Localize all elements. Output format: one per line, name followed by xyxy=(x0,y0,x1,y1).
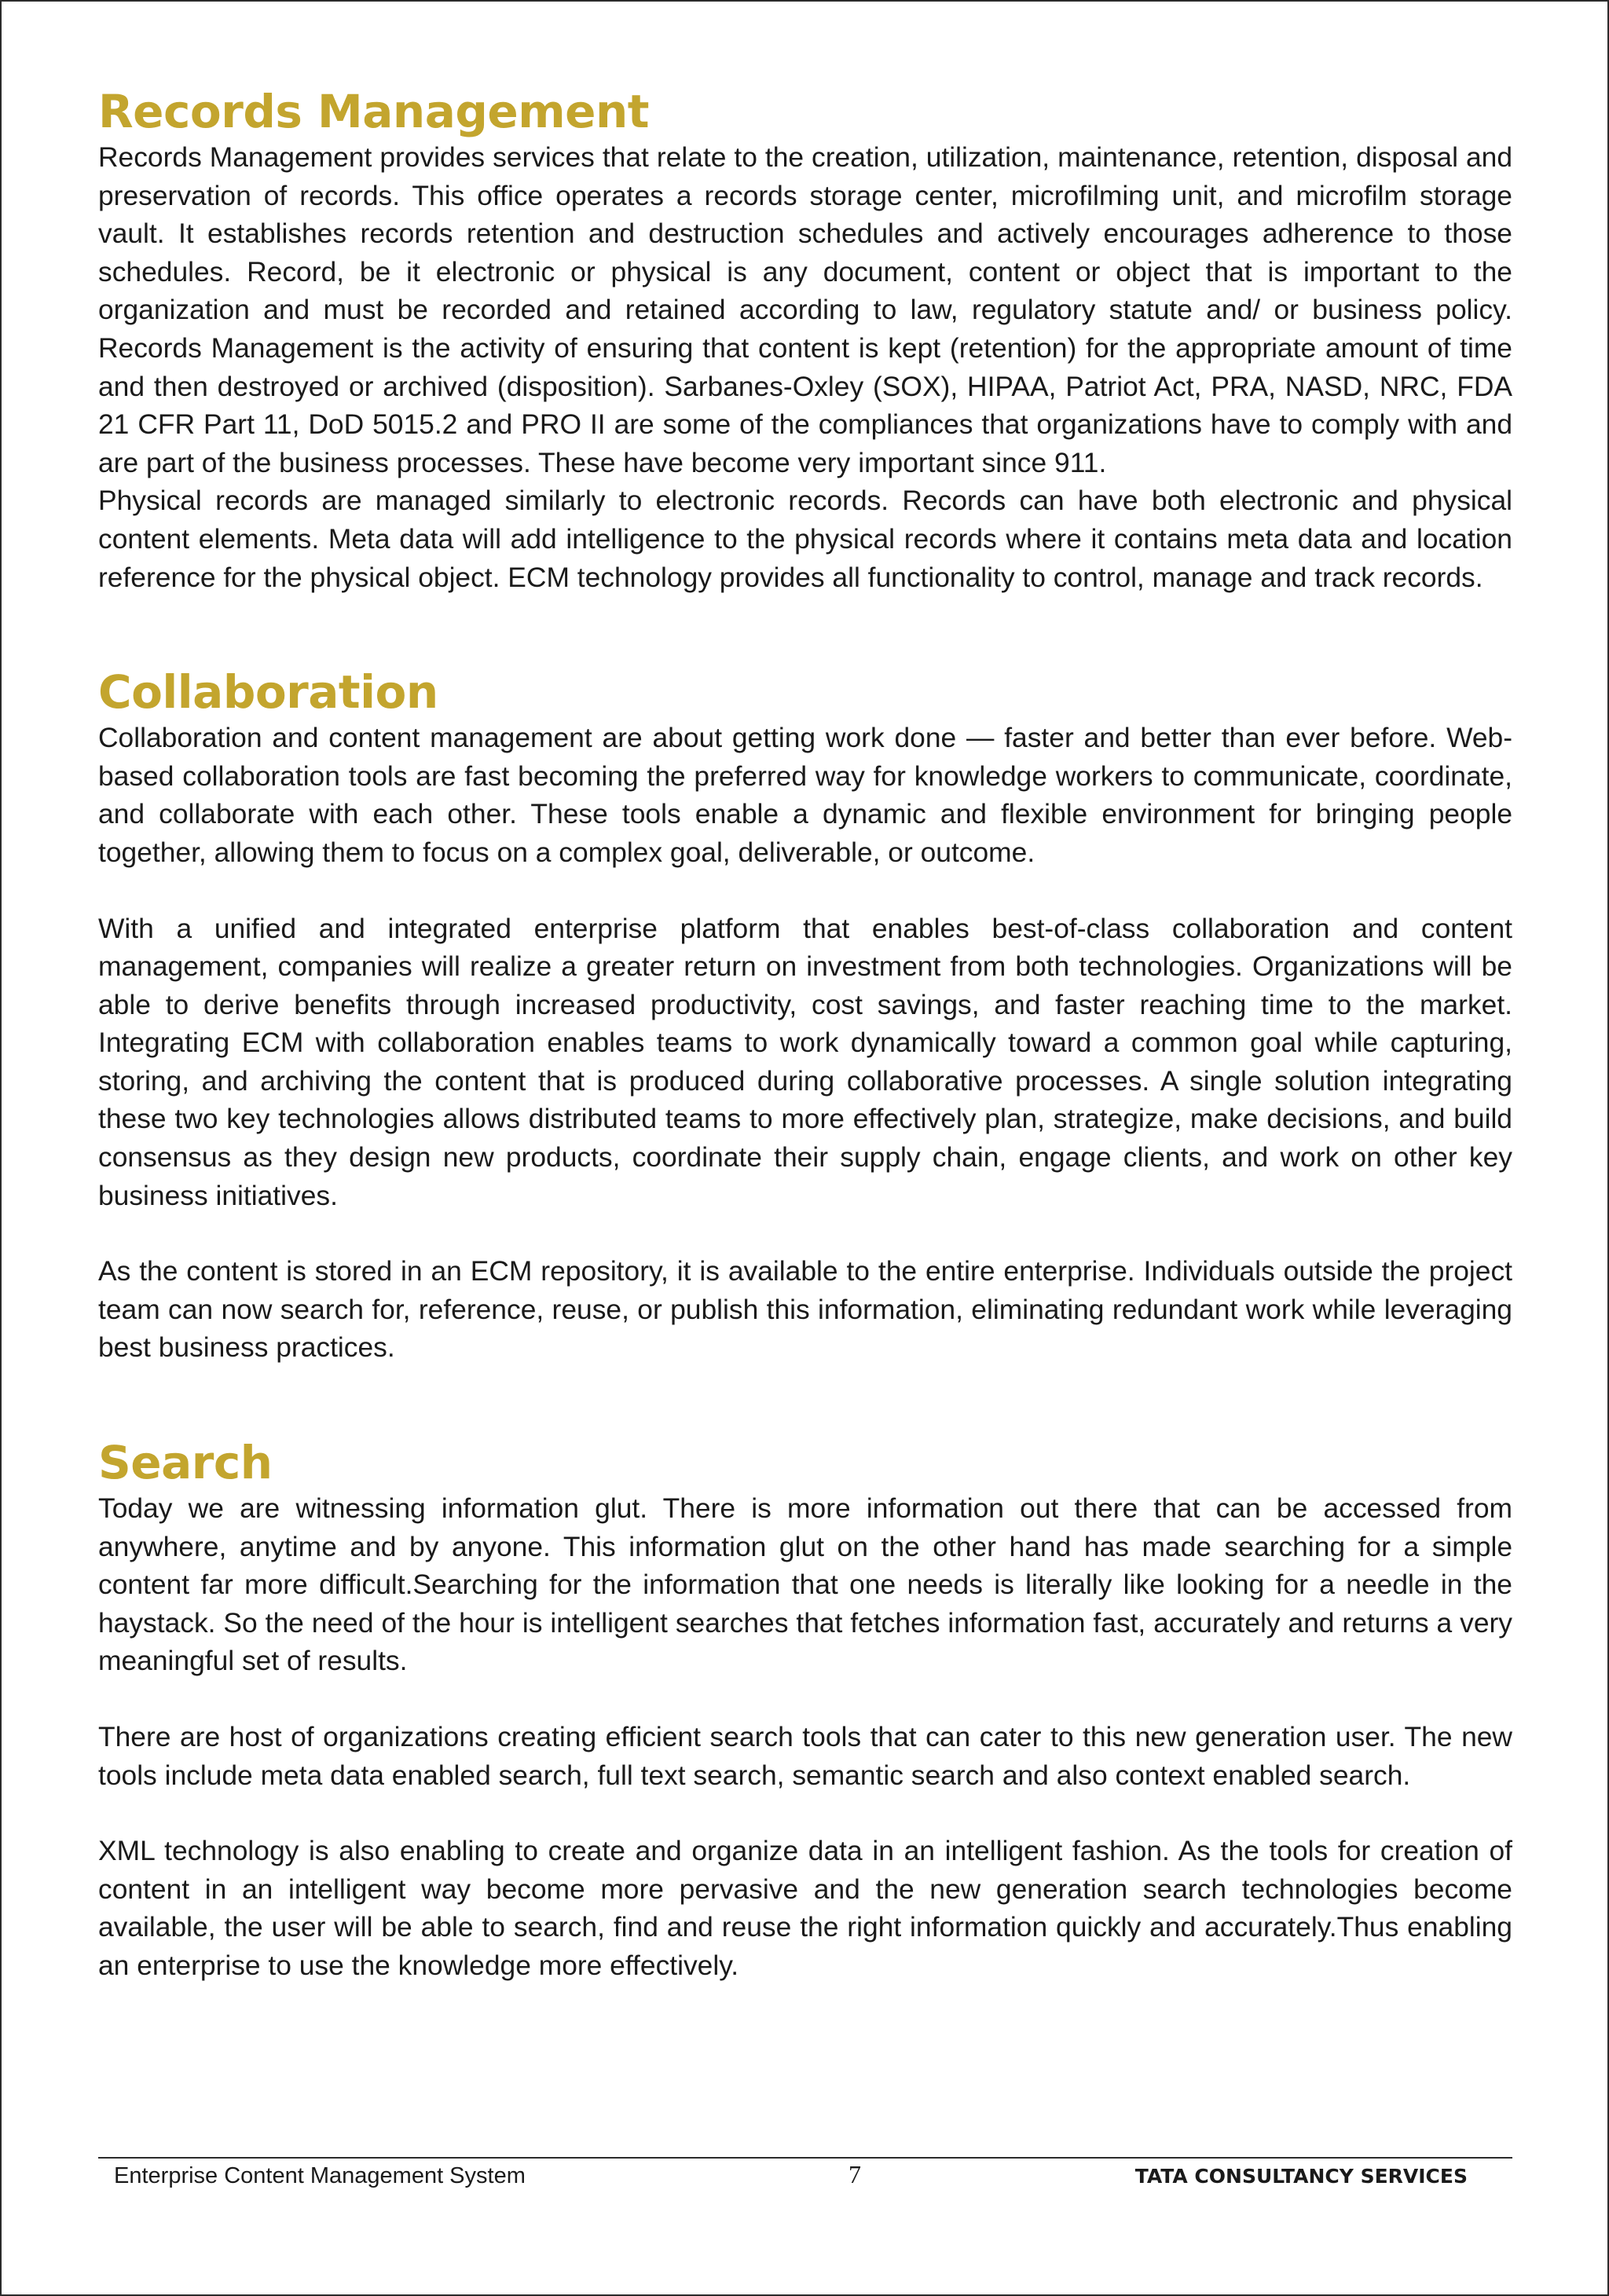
paragraph: XML technology is also enabling to create and organize data in an intelligent fashion. As the tools for creation of content in an intelligent way become more pervasive and the new generation search technologies become available, the user will be able to search, find and reuse the right information quickly and accurately.Thus enabling an enterprise to use the knowledge more effectively. xyxy=(98,1835,1512,1981)
paragraph-spacer xyxy=(98,872,1512,910)
section-search xyxy=(98,1436,1512,1985)
paragraph-spacer xyxy=(98,1680,1512,1718)
paragraph: Records Management provides services that relate to the creation, utilization, maintenance, retention, disposal and preservation of records. This office operates a records storage center, microfilming unit, and microfilm storage vault. It establishes records retention and destruction schedules and actively encourages adherence to those schedules. Record, be it electronic or physical is any document, content or object that is important to the organization and must be recorded and retained according to law, regulatory statute and/ or business policy. Records Management is the activity of ensuring that content is kept (retention) for the appropriate amount of time and then destroyed or archived (disposition). Sarbanes-Oxley (SOX), HIPAA, Patriot Act, PRA, NASD, NRC, FDA 21 CFR Part 11, DoD 5015.2 and PRO II are some of the compliances that organizations have to comply with and are part of the business processes. These have become very important since 911. xyxy=(98,141,1512,478)
paragraph: As the content is stored in an ECM repository, it is available to the entire enterprise. Individuals outside the project team can now search for, reference, reuse, or publish this information, eliminating redundant work while leveraging best business practices. xyxy=(98,1255,1512,1364)
section-records-management xyxy=(98,85,1512,596)
section-spacer xyxy=(98,596,1512,665)
paragraph: Physical records are managed similarly to electronic records. Records can have both electronic and physical content elements. Meta data will add intelligence to the physical records where it contains meta data and location reference for the physical object. ECM technology provides all functionality to control, manage and track records. xyxy=(98,485,1512,593)
footer-rule xyxy=(98,2157,1512,2159)
paragraph: With a unified and integrated enterprise platform that enables best-of-class collaboration and content management, companies will realize a greater return on investment from both technologies. Organizations will be able to derive benefits through increased productivity, cost savings, and faster reaching time to the market. Integrating ECM with collaboration enables teams to work dynamically toward a common goal while capturing, storing, and archiving the content that is produced during collaborative processes. A single solution integrating these two key technologies allows distributed teams to more effectively plan, strategize, make decisions, and build consensus as they design new products, coordinate their supply chain, engage clients, and work on other key business initiatives. xyxy=(98,912,1512,1211)
section-heading-collaboration: Collaboration xyxy=(98,665,438,720)
section-collaboration xyxy=(98,665,1512,1367)
section-heading-records-management: Records Management xyxy=(98,85,649,138)
section-spacer xyxy=(98,1367,1512,1436)
footer-page-number: 7 xyxy=(848,2160,861,2188)
footer-company-name: TATA CONSULTANCY SERVICES xyxy=(1134,2165,1468,2188)
paragraph: Collaboration and content management are about getting work done — faster and better than ever before. Web-based collaboration tools are fast becoming the preferred way for knowledge workers to communicate, coordinate, and collaborate with each other. These tools enable a dynamic and flexible environment for bringing people together, allowing them to focus on a complex goal, deliverable, or outcome. xyxy=(98,722,1512,868)
paragraph: Today we are witnessing information glut. There is more information out there that can be accessed from anywhere, anytime and by anyone. This information glut on the other hand has made searching for a simple content far more difficult.Searching for the information that one needs is literally like looking for a needle in the haystack. So the need of the hour is intelligent searches that fetches information fast, accurately and returns a very meaningful set of results. xyxy=(98,1492,1512,1677)
section-heading-search: Search xyxy=(98,1436,273,1490)
page-content xyxy=(98,85,1512,1985)
paragraph-spacer xyxy=(98,1214,1512,1252)
paragraph: There are host of organizations creating efficient search tools that can cater to this new generation user. The new tools include meta data enabled search, full text search, semantic search and also context enabled search. xyxy=(98,1721,1512,1791)
footer-document-title: Enterprise Content Management System xyxy=(114,2163,526,2188)
paragraph-spacer xyxy=(98,1794,1512,1832)
